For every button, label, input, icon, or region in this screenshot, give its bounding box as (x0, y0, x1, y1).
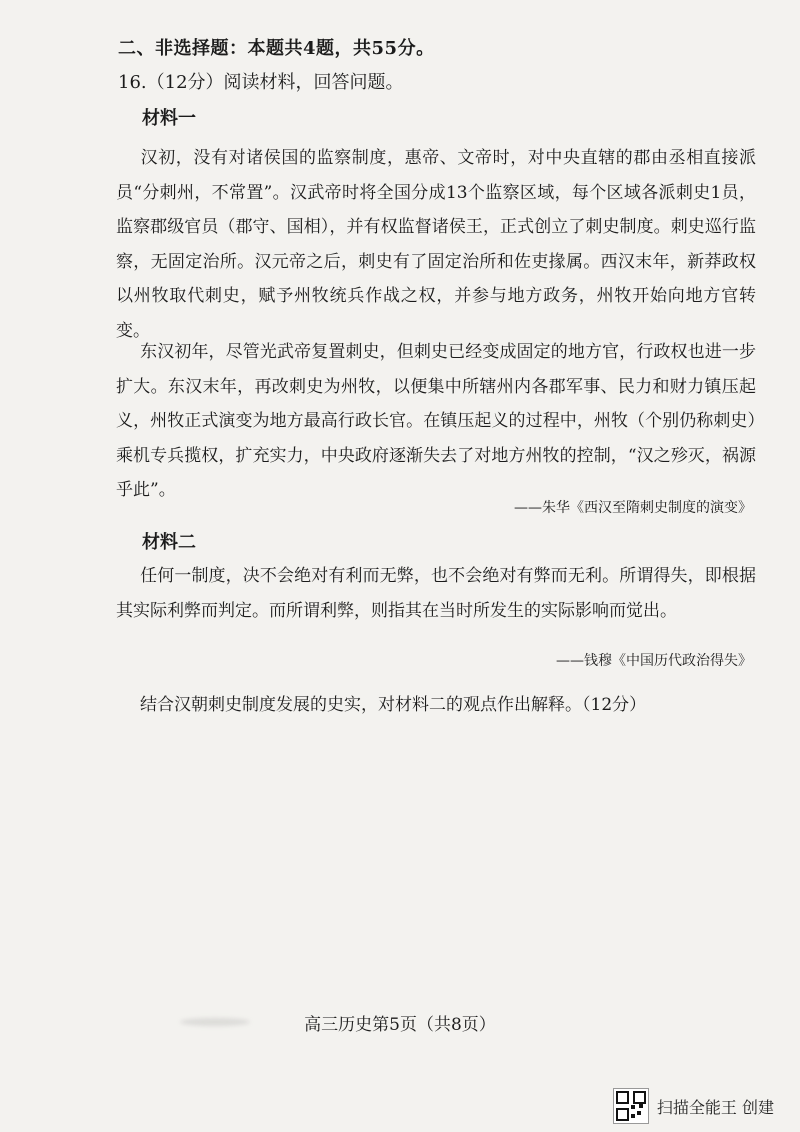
section-title: 二、非选择题：本题共4题，共55分。 (118, 38, 435, 59)
page-footer: 高三历史第5页（共8页） (304, 1015, 496, 1035)
material-2-source: ——钱穆《中国历代政治得失》 (556, 653, 752, 669)
material-1-paragraph-1-text: 汉初，没有对诸侯国的监察制度，惠帝、文帝时，对中央直辖的郡由丞相直接派员“分刺州，不常置”。汉武帝时将全国分成13个监察区域，每个区域各派刺史1员，监察郡级官员（郡守、国相），并有权监督诸侯王，正式创立了刺史制度。刺史巡行监察，无固定治所。汉元帝之后，刺史有了固定治所和佐吏掾属。西汉末年，新莽政权以州牧取代刺史，赋予州牧统兵作战之权，并参与地方政务，州牧开始向地方官转变。 (116, 148, 756, 341)
scanner-label: 扫描全能王 创建 (656, 1097, 774, 1117)
question-16: 16.（12分）阅读材料，回答问题。 (118, 72, 404, 93)
material-1-title: 材料一 (142, 108, 196, 129)
material-2-paragraph-text: 任何一制度，决不会绝对有利而无弊，也不会绝对有弊而无利。所谓得失，即根据其实际利弊而判定。而所谓利弊，则指其在当时所发生的实际影响而觉出。 (116, 566, 756, 621)
material-1-paragraph-2 (116, 335, 756, 508)
qr-code-icon (613, 1088, 649, 1124)
material-1-paragraph-1 (116, 141, 756, 348)
question-prompt: 结合汉朝刺史制度发展的史实，对材料二的观点作出解释。（12分） (140, 695, 647, 715)
material-1-paragraph-2-text: 东汉初年，尽管光武帝复置刺史，但刺史已经变成固定的地方官，行政权也进一步扩大。东汉末年，再改刺史为州牧，以便集中所辖州内各郡军事、民力和财力镇压起义，州牧正式演变为地方最高行政长官。在镇压起义的过程中，州牧（个别仍称刺史）乘机专兵揽权，扩充实力，中央政府逐渐失去了对地方州牧的控制，“汉之殄灭，祸源乎此”。 (116, 342, 756, 500)
material-2-title: 材料二 (142, 532, 196, 553)
material-1-source: ——朱华《西汉至隋刺史制度的演变》 (514, 500, 752, 516)
material-2-paragraph (116, 559, 756, 628)
scanner-watermark (613, 1088, 774, 1124)
